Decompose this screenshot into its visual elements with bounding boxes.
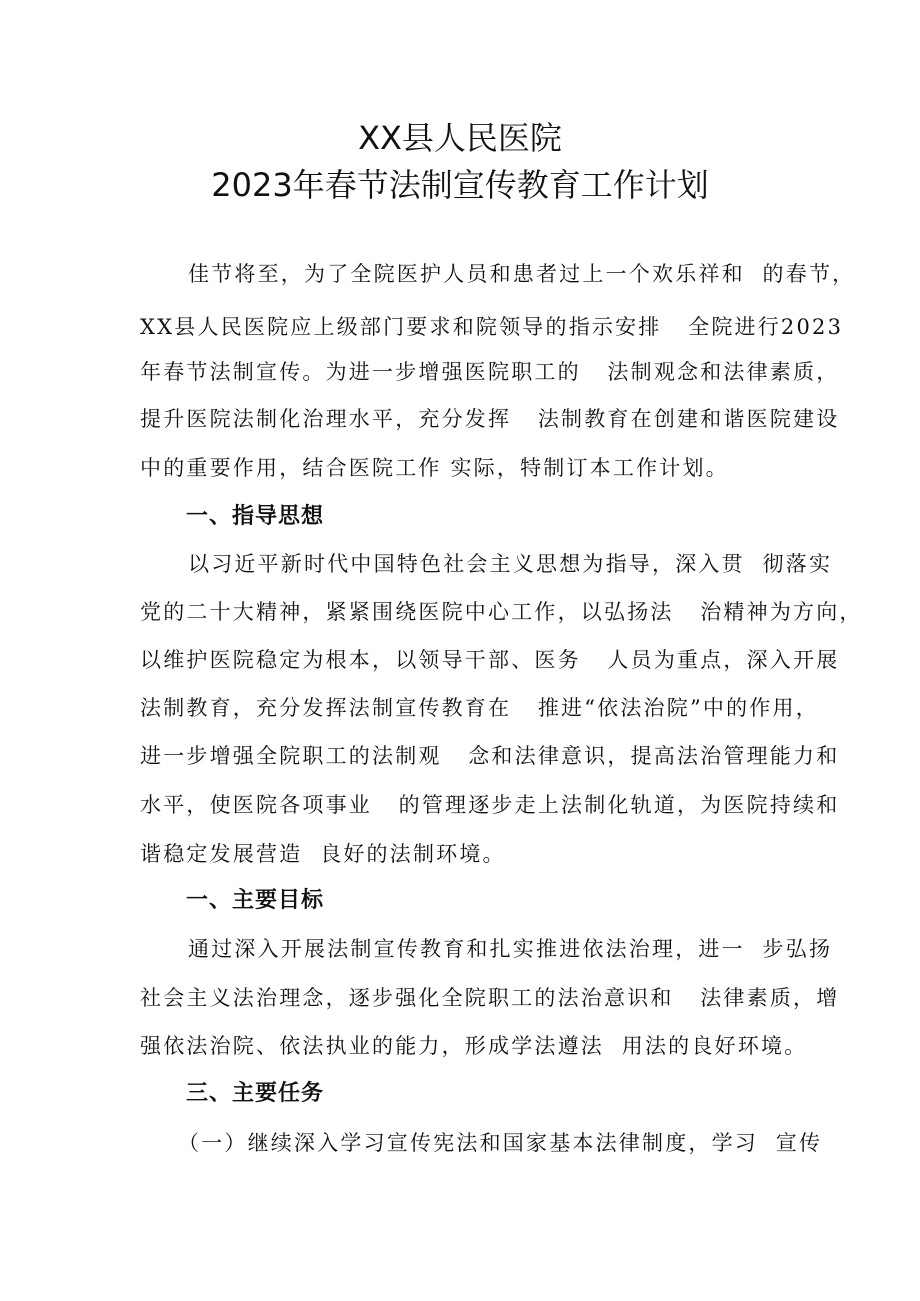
section2-line-3: 强依法治院、依法执业的能力，形成学法遵法 用法的良好环境。: [140, 1034, 808, 1058]
section-heading-main-goals: 一、主要目标: [186, 888, 325, 913]
section3-line-1: （一）继续深入学习宣传宪法和国家基本法律制度，学习 宣传: [178, 1131, 823, 1155]
section-heading-main-tasks: 三、主要任务: [186, 1081, 325, 1106]
section1-line-4: 法制教育，充分发挥法制宣传教育在 推进“依法治院”中的作用，: [140, 696, 819, 720]
section-heading-guiding-thought: 一、指导思想: [186, 504, 325, 529]
intro-line-3: 年春节法制宣传。为进一步增强医院职工的 法制观念和法律素质，: [140, 360, 840, 384]
intro-line-2: XX县人民医院应上级部门要求和院领导的指示安排 全院进行2023: [140, 315, 844, 339]
section1-line-1: 以习近平新时代中国特色社会主义思想为指导，深入贯 彻落实: [188, 552, 833, 576]
intro-line-5: 中的重要作用，结合医院工作 实际，特制订本工作计划。: [140, 456, 729, 480]
document-title-line-2: 2023年春节法制宣传教育工作计划: [211, 166, 709, 204]
section1-line-3: 以维护医院稳定为根本，以领导干部、医务 人员为重点，深入开展: [140, 648, 840, 672]
section1-line-7: 谐稳定发展营造 良好的法制环境。: [140, 842, 506, 866]
section1-line-6: 水平，使医院各项事业 的管理逐步走上法制化轨道，为医院持续和: [140, 793, 840, 817]
section2-line-2: 社会主义法治理念，逐步强化全院职工的法治意识和 法律素质，增: [140, 986, 840, 1010]
intro-line-1: 佳节将至，为了全院医护人员和患者过上一个欢乐祥和 的春节，: [188, 262, 856, 286]
section2-line-1: 通过深入开展法制宣传教育和扎实推进依法治理，进一 步弘扬: [188, 937, 833, 961]
document-title-line-1: XX县人民医院: [358, 119, 562, 157]
section1-line-2: 党的二十大精神，紧紧围绕医院中心工作，以弘扬法 治精神为方向，: [140, 600, 863, 624]
section1-line-5: 进一步增强全院职工的法制观 念和法律意识，提高法治管理能力和: [140, 744, 840, 768]
intro-line-4: 提升医院法制化治理水平，充分发挥 法制教育在创建和谐医院建设: [140, 407, 840, 431]
